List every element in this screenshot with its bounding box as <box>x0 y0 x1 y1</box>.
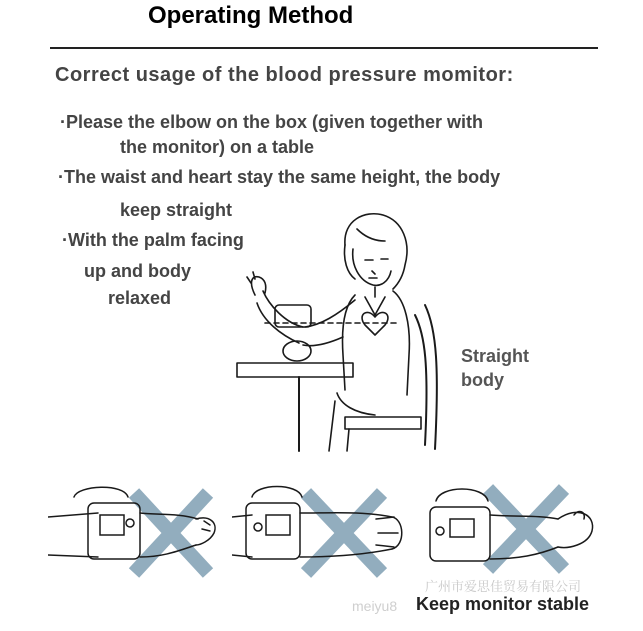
cross-mark <box>306 493 382 573</box>
instruction-line: The waist and heart stay the same height, the body <box>64 167 501 187</box>
instruction-2 <box>58 167 500 188</box>
watermark-site: meiyu8 <box>352 598 398 614</box>
wrist-panel-3 <box>428 475 608 585</box>
body-label: body <box>461 370 504 390</box>
wrist-panel-1 <box>48 475 228 585</box>
instruction-line: Please the elbow on the box (given together with <box>66 112 484 132</box>
section-heading: Correct usage of the blood pressure momitor: <box>55 64 514 86</box>
bullet: · <box>62 230 68 250</box>
bullet: · <box>58 167 64 187</box>
instruction-2-cont: keep straight <box>120 200 233 220</box>
cross-mark <box>134 493 208 573</box>
bullet: · <box>60 112 66 132</box>
instruction-1 <box>60 112 483 133</box>
instruction-3-cont: up and body <box>84 261 191 281</box>
page-title: Operating Method <box>148 2 354 29</box>
straight-label: Straight <box>461 346 530 366</box>
seated-woman-illustration <box>225 205 445 455</box>
bottom-caption: Keep monitor stable <box>416 594 590 614</box>
cross-mark <box>488 489 564 569</box>
wrist-panel-2 <box>232 475 412 585</box>
instruction-3-cont2: relaxed <box>108 288 172 308</box>
instruction-1-cont: the monitor) on a table <box>120 137 315 157</box>
instruction-3 <box>62 230 244 251</box>
title-divider <box>50 47 598 49</box>
watermark-company: 广州市爱思佳贸易有限公司 <box>425 579 582 594</box>
instruction-line: With the palm facing <box>68 230 244 250</box>
